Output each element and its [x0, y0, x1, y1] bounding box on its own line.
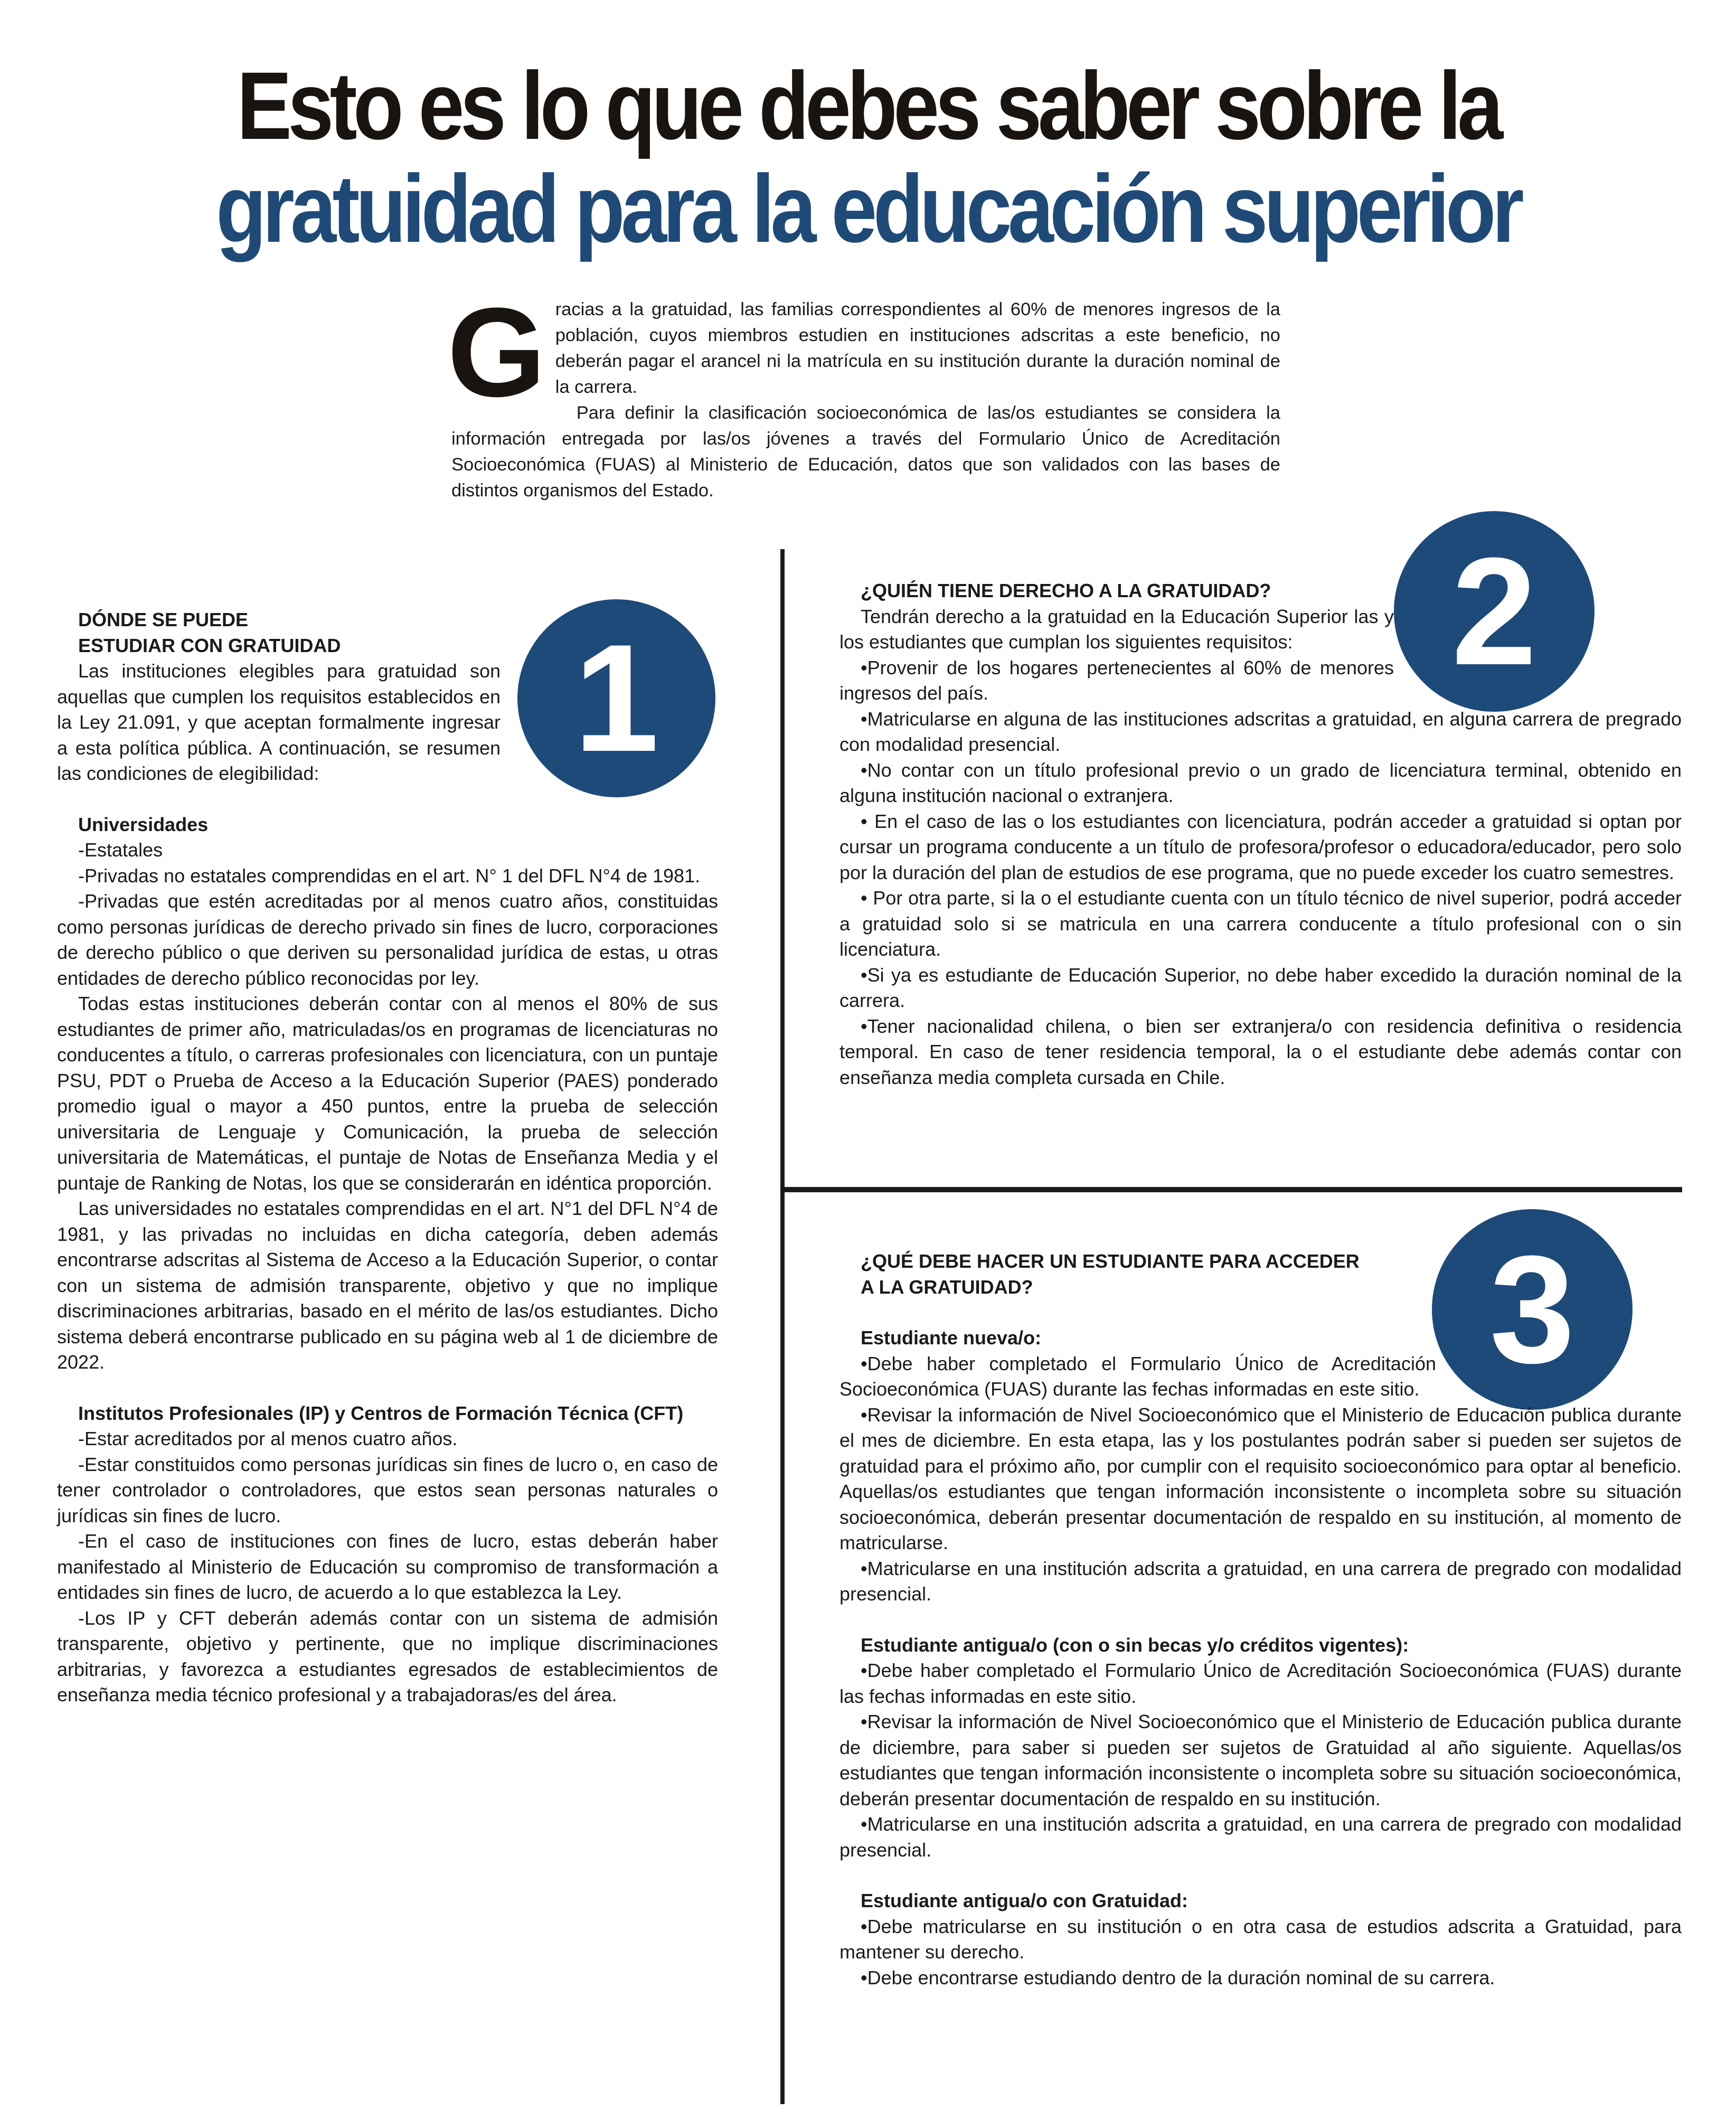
ip-cft-heading: Institutos Profesionales (IP) y Centros de Formación Técnica (CFT) [78, 1402, 684, 1424]
section-3-heading-line-2: A LA GRATUIDAD? [861, 1276, 1033, 1298]
section-1-column [57, 607, 718, 1708]
antigua-item: •Debe haber completado el Formulario Único de Acreditación Socioeconómica (FUAS) durante las fechas informadas en este sitio. [839, 1660, 1682, 1707]
antigua-gratuidad-item: •Debe encontrarse estudiando dentro de la duración nominal de su carrera. [861, 1966, 1495, 1989]
section-number-badge-3: 3 [1432, 1209, 1633, 1410]
requirement-item: • En el caso de las o los estudiantes con licenciatura, podrán acceder a gratuidad si optan por cursar un programa conducente a un título de profesora/profesor o educadora/educador, pero solo por la duración del plan de estudios de ese programa, que no puede exceder los cuatro semestres. [839, 810, 1682, 883]
section-3-heading-line-1: ¿QUÉ DEBE HACER UN ESTUDIANTE PARA ACCEDER [861, 1250, 1360, 1272]
nueva-item: •Debe haber completado el Formulario Único de Acreditación Socioeconómica (FUAS) durante las fechas informadas en este sitio. [839, 1352, 1436, 1400]
requirement-item: •Matricularse en alguna de las instituciones adscritas a gratuidad, en alguna carrera de pregrado con modalidad presencial. [839, 708, 1682, 755]
section-3-column [839, 1249, 1682, 1991]
intro-paragraph-2: Para definir la clasificación socioeconómica de las/os estudiantes se considera la información entregada por las/os jóvenes a través del Formulario Único de Acreditación Socioeconómica (FUAS) al Ministerio de Educación, datos que son validados con las bases de distintos organismos del Estado. [451, 403, 1280, 501]
headline-line-1: Esto es lo que debes saber sobre la [237, 52, 1499, 159]
universidades-item: Todas estas instituciones deberán contar con al menos el 80% de sus estudiantes de primer año, matriculadas/os en programas de licenciaturas no conducentes a título, o carreras profesionales con licenciatura, con un puntaje PSU, PDT o Prueba de Acceso a la Educación Superior (PAES) ponderado promedio igual o mayor a 450 puntos, entre la prueba de selección universitaria de Lenguaje y Comunicación, la prueba de selección universitaria de Matemáticas, el puntaje de Notas de Enseñanza Media y el puntaje de Ranking de Notas, los que se considerarán en idéntica proporción. [57, 993, 718, 1194]
section-2-heading: ¿QUIÉN TIENE DERECHO A LA GRATUIDAD? [861, 580, 1271, 601]
section-1-heading-line-2: ESTUDIAR CON GRATUIDAD [78, 634, 341, 656]
universidades-item: -Privadas no estatales comprendidas en el art. N° 1 del DFL N°4 de 1981. [78, 864, 701, 887]
nueva-item: •Revisar la información de Nivel Socioeconómico que el Ministerio de Educación publica durante el mes de diciembre. En esta etapa, las y los postulantes podrán saber si pueden ser sujetos de gratuidad para el próximo año, por cumplir con el requisito socioeconómico para optar al beneficio. Aquellas/os estudiantes que tengan información inconsistente o incompleta sobre su situación socioeconómica, deberán presentar documentación de respaldo en su institución, al momento de matricularse. [839, 1403, 1682, 1553]
ip-cft-item: -Estar acreditados por al menos cuatro años. [78, 1428, 458, 1449]
requirement-item: •Tener nacionalidad chilena, o bien ser extranjera/o con residencia definitiva o residencia temporal. En caso de tener residencia temporal, la o el estudiante debe además contar con enseñanza media completa cursada en Chile. [839, 1015, 1682, 1088]
antigua-heading: Estudiante antigua/o (con o sin becas y/o créditos vigentes): [861, 1634, 1409, 1656]
antigua-item: •Revisar la información de Nivel Socioeconómico que el Ministerio de Educación publica durante de diciembre, para saber si pueden ser sujetos de Gratuidad al año siguiente. Aquellas/os estudiantes que tengan información inconsistente o incompleta sobre su situación socioeconómica, deberán presentar documentación de respaldo en su institución. [839, 1711, 1682, 1810]
section-1-heading-line-1: DÓNDE SE PUEDE [78, 609, 249, 630]
section-number-badge-2: 2 [1394, 511, 1595, 712]
antigua-item: •Matricularse en una institución adscrita a gratuidad, en una carrera de pregrado con modalidad presencial. [839, 1813, 1682, 1861]
universidades-list [57, 837, 718, 1375]
universidades-item: -Privadas que estén acreditadas por al menos cuatro años, constituidas como personas jurídicas de derecho privado sin fines de lucro, corporaciones de derecho público o que deriven su personalidad jurídica de estas, u otras entidades de derecho público reconocidas por ley. [57, 890, 718, 989]
requirement-item: •Si ya es estudiante de Educación Superior, no debe haber excedido la duración nominal de la carrera. [839, 964, 1682, 1011]
ip-cft-item: -Estar constituidos como personas jurídicas sin fines de lucro o, en caso de tener controlador o controladores, que estos sean personas naturales o jurídicas sin fines de lucro. [57, 1453, 718, 1526]
nueva-heading: Estudiante nueva/o: [861, 1327, 1042, 1349]
intro-paragraph-1: racias a la gratuidad, las familias correspondientes al 60% de menores ingresos de la población, cuyos miembros estudien en instituciones adscritas a este beneficio, no deberán pagar el arancel ni la matrícula en su institución durante la duración nominal de la carrera. [555, 299, 1280, 397]
requirement-item: • Por otra parte, si la o el estudiante cuenta con un título técnico de nivel superior, podrá acceder a gratuidad solo si se matricula en una carrera conducente a título profesional con o sin licenciatura. [839, 887, 1682, 960]
universidades-heading: Universidades [78, 813, 209, 835]
section-divider-horizontal [780, 1187, 1682, 1192]
requirement-item: •Provenir de los hogares pertenecientes al 60% de menores ingresos del país. [839, 656, 1394, 704]
antigua-gratuidad-heading: Estudiante antigua/o con Gratuidad: [861, 1890, 1188, 1911]
universidades-item: -Estatales [78, 839, 163, 861]
requirement-item: •No contar con un título profesional previo o un grado de licenciatura terminal, obtenido en alguna institución nacional o extranjera. [839, 759, 1682, 806]
column-divider-vertical [780, 549, 785, 2104]
ip-cft-item: -En el caso de instituciones con fines de lucro, estas deberán haber manifestado al Ministerio de Educación su compromiso de transformación a entidades sin fines de lucro, de acuerdo a lo que establezca la Ley. [57, 1530, 718, 1603]
section-2-intro: Tendrán derecho a la gratuidad en la Educación Superior las y los estudiantes que cumplan los siguientes requisitos: [839, 605, 1394, 653]
drop-cap: G [447, 281, 546, 423]
nueva-item: •Matricularse en una institución adscrita a gratuidad, en una carrera de pregrado con modalidad presencial. [839, 1557, 1682, 1605]
headline-line-2: gratuidad para la educación superior [216, 155, 1520, 262]
section-1-intro: Las instituciones elegibles para gratuidad son aquellas que cumplen los requisitos establecidos en la Ley 21.091, y que aceptan formalmente ingresar a esta política pública. A continuación, se resumen las condiciones de elegibilidad: [57, 660, 501, 784]
section-2-column [839, 578, 1682, 1090]
antigua-gratuidad-item: •Debe matricularse en su institución o en otra casa de estudios adscrita a Gratuidad, para mantener su derecho. [839, 1915, 1682, 1963]
section-number-badge-1: 1 [517, 599, 715, 797]
universidades-item: Las universidades no estatales comprendidas en el art. N°1 del DFL N°4 de 1981, y las privadas no incluidas en dicha categoría, deben además encontrarse adscritas al Sistema de Acceso a la Educación Superior, o contar con un sistema de admisión transparente, objetivo y que no implique discriminaciones arbitrarias, basado en el mérito de las/os estudiantes. Dicho sistema deberá encontrarse publicado en su página web al 1 de diciembre de 2022. [57, 1198, 718, 1373]
intro-block [447, 281, 1280, 504]
ip-cft-item: -Los IP y CFT deberán además contar con un sistema de admisión transparente, objetivo y pertinente, que no implique discriminaciones arbitrarias, y favorezca a estudiantes egresados de establecimientos de enseñanza media técnico profesional y a trabajadoras/es del área. [57, 1607, 718, 1705]
ip-cft-list [57, 1426, 718, 1708]
